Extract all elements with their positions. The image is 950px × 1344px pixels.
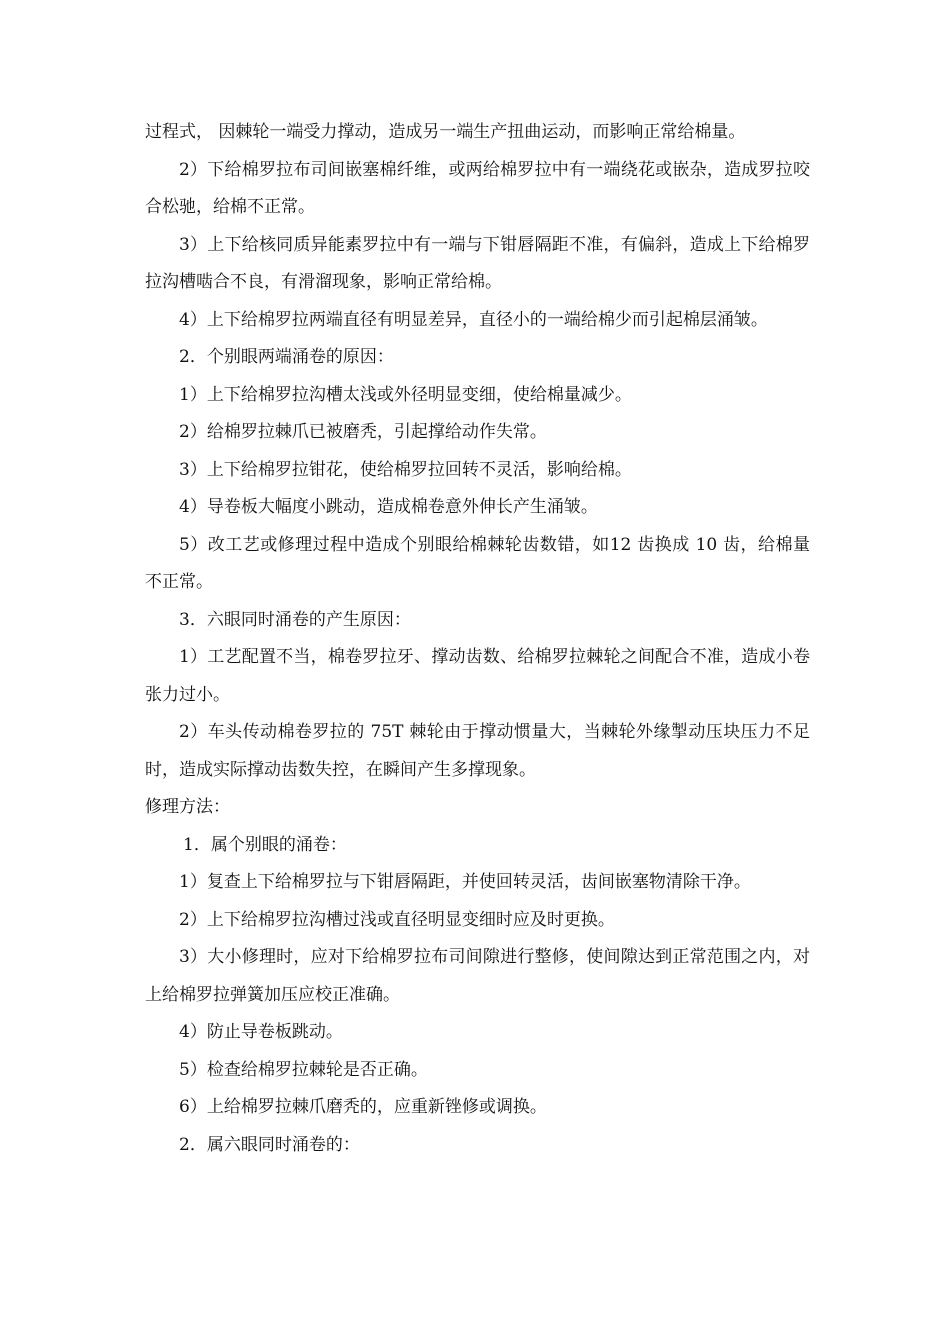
paragraph-13: 2）车头传动棉卷罗拉的 75T 棘轮由于撑动惯量大，当棘轮外缘掣动压块压力不足时，造成实际撑动齿数失控，在瞬间产生多撑现象。 xyxy=(145,722,810,780)
paragraph-2: 2）下给棉罗拉布司间嵌塞棉纤维，或两给棉罗拉中有一端绕花或嵌杂，造成罗拉咬合松驰，给棉不正常。 xyxy=(145,159,810,217)
paragraph-17: 2）上下给棉罗拉沟槽过浅或直径明显变细时应及时更换。 xyxy=(179,909,615,930)
section-heading-3: 3．六眼同时涌卷的产生原因： xyxy=(179,609,411,630)
paragraph-7: 2）给棉罗拉棘爪已被磨秃，引起撑给动作失常。 xyxy=(179,422,547,442)
paragraph-12: 1）工艺配置不当，棉卷罗拉牙、撑动齿数、给棉罗拉棘轮之间配合不准，造成小卷张力过小。 xyxy=(145,647,810,705)
paragraph-9: 4）导卷板大幅度小跳动，造成棉卷意外伸长产生涌皱。 xyxy=(179,497,598,517)
document-body xyxy=(145,114,810,1164)
repair-subheading-1: 1．属个别眼的涌卷： xyxy=(183,834,347,855)
paragraph-20: 5）检查给棉罗拉棘轮是否正确。 xyxy=(179,1059,428,1080)
paragraph-16: 1）复查上下给棉罗拉与下钳唇隔距，并使回转灵活，齿间嵌塞物清除干净。 xyxy=(179,872,751,892)
paragraph-8: 3）上下给棉罗拉钳花，使给棉罗拉回转不灵活，影响给棉。 xyxy=(179,459,632,480)
paragraph-10: 5）改工艺或修理过程中造成个别眼给棉棘轮齿数错，如12 齿换成 10 齿，给棉量不正常。 xyxy=(145,534,810,592)
paragraph-6: 1）上下给棉罗拉沟槽太浅或外径明显变细，使给棉量减少。 xyxy=(179,384,632,405)
paragraph-3: 3）上下给核同质异能素罗拉中有一端与下钳唇隔距不准，有偏斜，造成上下给棉罗拉沟槽啮合不良，有滑溜现象，影响正常给棉。 xyxy=(145,234,810,292)
paragraph-19: 4）防止导卷板跳动。 xyxy=(179,1022,343,1042)
section-heading-2: 2．个别眼两端涌卷的原因： xyxy=(179,347,394,367)
repair-methods-heading: 修理方法： xyxy=(145,797,230,817)
paragraph-1: 过程式， 因棘轮一端受力撑动，造成另一端生产扭曲运动，而影响正常给棉量。 xyxy=(145,122,746,142)
repair-subheading-2: 2．属六眼同时涌卷的： xyxy=(179,1134,360,1155)
paragraph-18: 3）大小修理时，应对下给棉罗拉布司间隙进行整修，使间隙达到正常范围之内，对上给棉罗拉弹簧加压应校正准确。 xyxy=(145,947,810,1005)
paragraph-21: 6）上给棉罗拉棘爪磨秃的，应重新锉修或调换。 xyxy=(179,1097,547,1117)
paragraph-4: 4）上下给棉罗拉两端直径有明显差异，直径小的一端给棉少而引起棉层涌皱。 xyxy=(179,309,768,330)
